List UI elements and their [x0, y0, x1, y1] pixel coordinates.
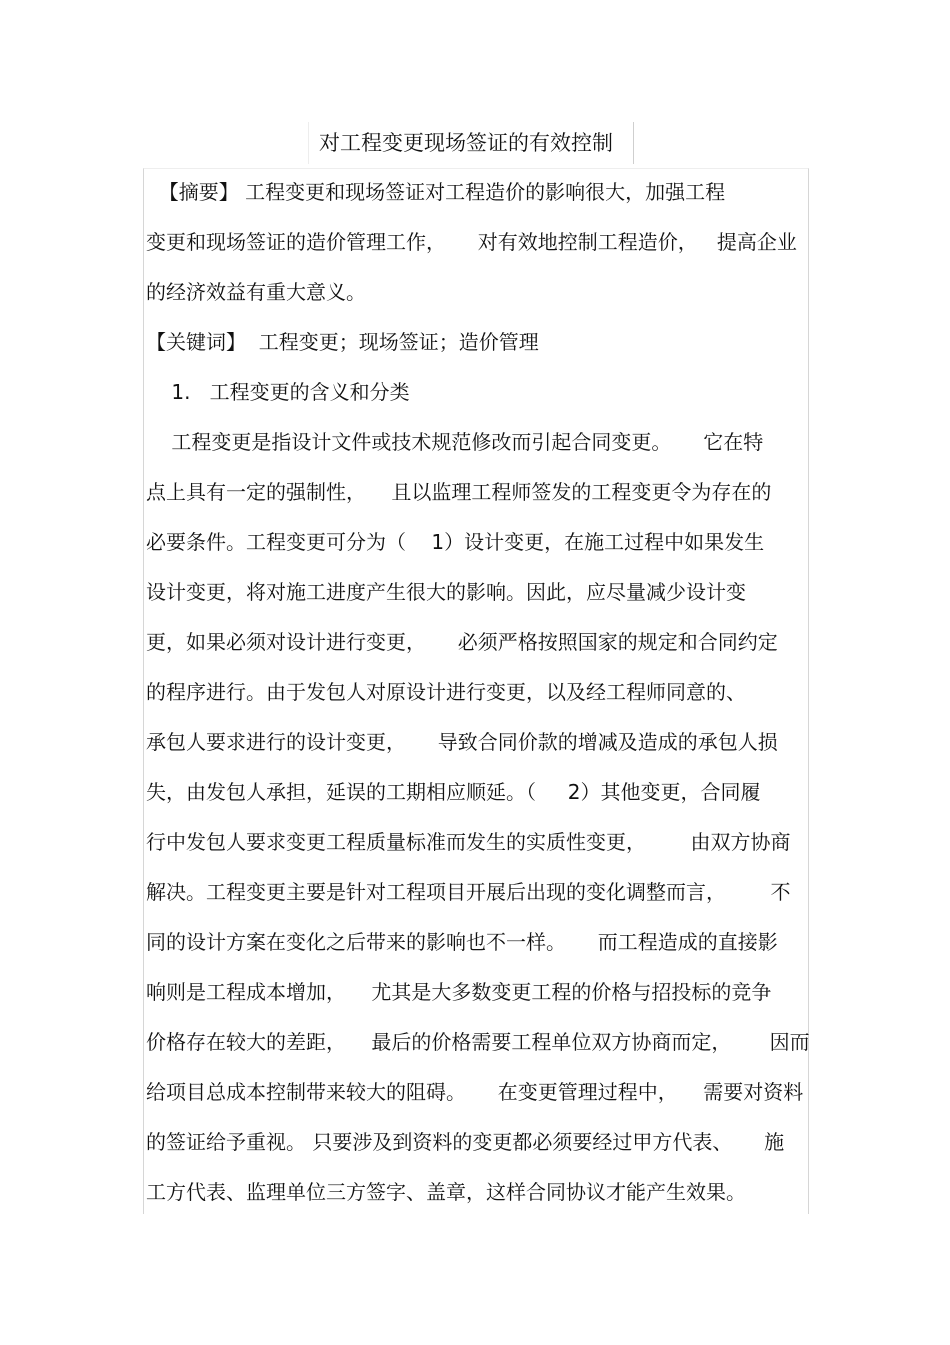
text-line: 价格存在较大的差距， 最后的价格需要工程单位双方协商而定， 因而	[146, 1030, 810, 1054]
text-line: 的程序进行。由于发包人对原设计进行变更，以及经工程师同意的、	[146, 680, 746, 704]
text-line: 响则是工程成本增加， 尤其是大多数变更工程的价格与招投标的竞争	[146, 980, 772, 1004]
text-line: 的经济效益有重大意义。	[146, 280, 366, 304]
text-line: 1. 工程变更的含义和分类	[146, 380, 410, 404]
text-line: 工方代表、监理单位三方签字、盖章，这样合同协议才能产生效果。	[146, 1180, 746, 1204]
text-line: 承包人要求进行的设计变更， 导致合同价款的增减及造成的承包人损	[146, 730, 778, 754]
text-line: 的签证给予重视。 只要涉及到资料的变更都必须要经过甲方代表、 施	[146, 1130, 785, 1154]
document-body	[143, 168, 809, 1214]
text-line: 【关键词】 工程变更；现场签证；造价管理	[146, 330, 539, 354]
text-line: 同的设计方案在变化之后带来的影响也不一样。 而工程造成的直接影	[146, 930, 778, 954]
title-frame	[308, 122, 634, 164]
text-line: 更，如果必须对设计进行变更， 必须严格按照国家的规定和合同约定	[146, 630, 778, 654]
text-line: 必要条件。工程变更可分为（ 1）设计变更，在施工过程中如果发生	[146, 530, 765, 554]
document-title: 对工程变更现场签证的有效控制	[319, 131, 613, 155]
text-line: 【摘要】 工程变更和现场签证对工程造价的影响很大，加强工程	[146, 180, 726, 204]
text-line: 给项目总成本控制带来较大的阻碍。 在变更管理过程中， 需要对资料	[146, 1080, 804, 1104]
text-line: 变更和现场签证的造价管理工作， 对有效地控制工程造价， 提高企业	[146, 230, 797, 254]
text-line: 设计变更，将对施工进度产生很大的影响。因此，应尽量减少设计变	[146, 580, 746, 604]
text-line: 失，由发包人承担，延误的工期相应顺延。（ 2）其他变更，合同履	[146, 780, 761, 804]
text-line: 点上具有一定的强制性， 且以监理工程师签发的工程变更令为存在的	[146, 480, 772, 504]
text-line: 工程变更是指设计文件或技术规范修改而引起合同变更。 它在特	[146, 430, 764, 454]
text-line: 行中发包人要求变更工程质量标准而发生的实质性变更， 由双方协商	[146, 830, 791, 854]
text-line: 解决。工程变更主要是针对工程项目开展后出现的变化调整而言， 不	[146, 880, 791, 904]
